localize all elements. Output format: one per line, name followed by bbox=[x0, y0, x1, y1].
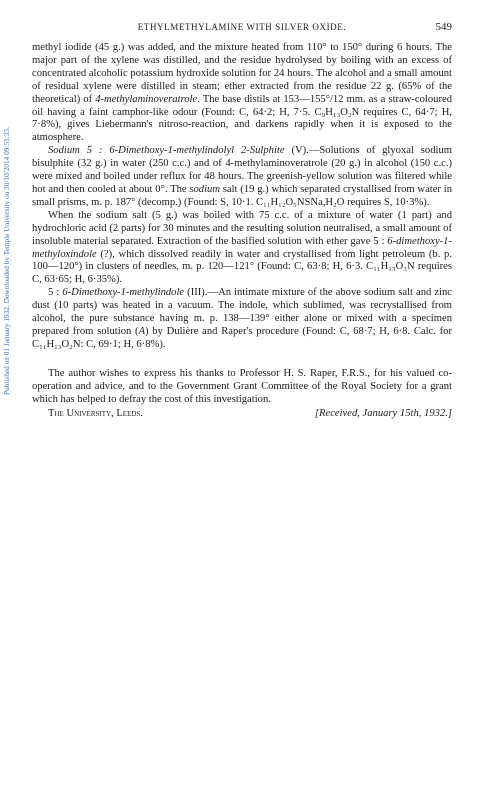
received-date: [Received, January 15th, 1932.] bbox=[314, 408, 452, 420]
section-heading: Sodium 5 : 6-Dimethoxy-1-methylindolyl 2-Sulphite bbox=[48, 145, 285, 157]
text-run: (?), which dissolved readily in water and crystallised from light petroleum (b. p. 100—120°) in clusters of needles, m. p. 120—121° (Found: C, 63·8; H, 6·3. C₁₁H₁₃O₃N requires C, 63·65; H, 6·35%). bbox=[32, 248, 452, 286]
download-watermark bbox=[2, 127, 16, 396]
compound-name: 4-methylaminoveratrole bbox=[95, 93, 198, 105]
article-footer bbox=[32, 408, 452, 421]
article-body bbox=[32, 42, 452, 421]
paragraph-indole bbox=[32, 287, 452, 352]
download-watermark-text: Published on 01 January 1932. Downloaded by Temple University on 30/10/2014 09:51:33. bbox=[2, 127, 11, 395]
text-run: 5 : bbox=[48, 287, 63, 299]
section-heading: 6-Dimethoxy-1-methylindole bbox=[62, 287, 185, 299]
paragraph-sodium-sulphite bbox=[32, 145, 452, 210]
compound-name: 6-dimethoxy-1-methyloxindole bbox=[32, 235, 452, 260]
paragraph-oxindole bbox=[32, 210, 452, 287]
text-run: (V).—Solutions of glyoxal sodium bisulphite (32 g.) in water (250 c.c.) and of 4-methylaminoveratrole (20 g.) in alcohol (150 c.c.) were mixed and boiled under reflux for 48 hours. The greenish-yellow solution was filtered while hot and then cooled at about 0°. The bbox=[32, 145, 452, 195]
acknowledgement: The author wishes to express his thanks to Professor H. S. Raper, F.R.S., for his valued co-operation and advice, and to the Government Grant Committee of the Royal Society for a grant which has helped to defray the cost of this investigation. bbox=[32, 367, 452, 405]
text-run: (III).—An intimate mixture of the above sodium salt and zinc dust (10 parts) was heated in a vacuum. The indole, which sublimed, was recrystallised from alcohol, the pure substance having m. p. 138—139° either alone or mixed with a specimen prepared from solution ( bbox=[32, 287, 452, 337]
compound-name: sodium bbox=[189, 183, 220, 195]
paragraph-methylaminoveratrole bbox=[32, 42, 452, 145]
solution-label: A bbox=[138, 325, 146, 337]
text-run: salt (19 g.) which separated crystallised from water in small prisms, m. p. 187° (decomp.) (Found: S, 10·1. C₁₁H₁₂O₅NSNa,H₂O requires S, 10·3%). bbox=[32, 183, 452, 208]
running-title: ETHYLMETHYLAMINE WITH SILVER OXIDE. bbox=[137, 22, 347, 32]
institution: The University, Leeds. bbox=[48, 408, 143, 420]
text-run: ) by Dulière and Raper's procedure (Found: C, 68·7; H, 6·8. Calc. for C₁₁H₁₃O₂N: C, 69·1; H, 6·8%). bbox=[32, 325, 452, 350]
page-header bbox=[32, 22, 452, 36]
text-run: When the sodium salt (5 g.) was boiled with 75 c.c. of a mixture of water (1 part) and hydrochloric acid (2 parts) for 30 minutes and the resulting solution neutralised, a small amount of insoluble material separated. Extraction of the basified solution with ether gave 5 : bbox=[32, 209, 452, 247]
text-run: methyl iodide (45 g.) was added, and the mixture heated from 110° to 150° during 6 hours. The major part of the xylene was distilled, and the residue hydrolysed by boiling with an excess of concentrated alcoholic potassium hydroxide solution for 24 hours. The alcohol and a small amount of residual xylene were distilled in steam; ether extracted from the residue 22 g. (65% of the theoretical) of bbox=[32, 42, 452, 105]
page-number: 549 bbox=[435, 21, 452, 33]
text-run: . The base distils at 153—155°/12 mm. as a straw-coloured oil having a faint camphor-like odour (Found: C, 64·2; H, 7·5. C₉H₁₃O₂N requires C, 64·7; H, 7·8%), gives Liebermann's nitroso-reaction, and darkens rapidly when it is exposed to the atmosphere. bbox=[32, 93, 452, 144]
